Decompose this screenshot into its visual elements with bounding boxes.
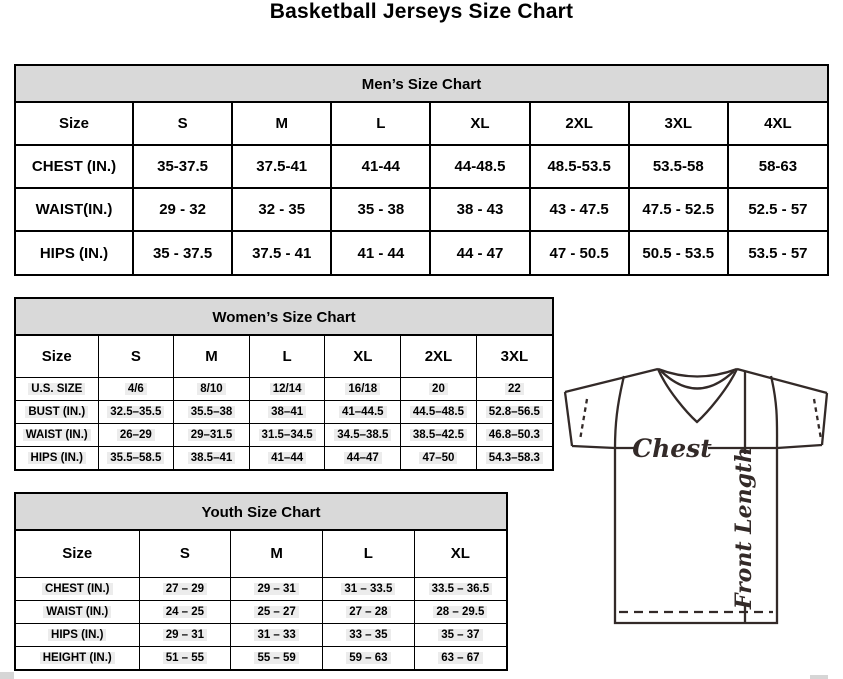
size-cell: 53.5 - 57 [728, 231, 827, 274]
column-header: S [139, 531, 231, 577]
youth-size-chart-title: Youth Size Chart [16, 494, 506, 531]
row-label: CHEST (IN.) [16, 145, 133, 188]
youth-size-chart [14, 492, 508, 671]
size-cell: 28 – 29.5 [414, 600, 506, 623]
size-cell: 58-63 [728, 145, 827, 188]
column-header: S [133, 103, 232, 145]
size-cell: 44.5–48.5 [401, 400, 477, 423]
size-cell: 34.5–38.5 [325, 423, 401, 446]
youth-size-table [16, 531, 506, 669]
column-header: XL [430, 103, 529, 145]
size-cell: 20 [401, 377, 477, 400]
column-header: Size [16, 103, 133, 145]
size-cell: 25 – 27 [231, 600, 323, 623]
size-cell: 31.5–34.5 [249, 423, 325, 446]
size-cell: 4/6 [98, 377, 174, 400]
mens-size-chart [14, 64, 829, 276]
row-label: HIPS (IN.) [16, 231, 133, 274]
mens-size-table [16, 103, 827, 274]
table-row [16, 423, 552, 446]
header-row [16, 103, 827, 145]
row-label: BUST (IN.) [16, 400, 98, 423]
table-row [16, 577, 506, 600]
row-label: CHEST (IN.) [16, 577, 139, 600]
front-length-label: Front Length [731, 446, 757, 610]
size-cell: 48.5-53.5 [530, 145, 629, 188]
size-cell: 44-48.5 [430, 145, 529, 188]
size-cell: 41–44 [249, 446, 325, 469]
table-row [16, 377, 552, 400]
header-row [16, 531, 506, 577]
size-cell: 35.5–58.5 [98, 446, 174, 469]
column-header: M [231, 531, 323, 577]
table-row [16, 231, 827, 274]
size-cell: 32 - 35 [232, 188, 331, 231]
row-label: U.S. SIZE [16, 377, 98, 400]
size-cell: 46.8–50.3 [476, 423, 552, 446]
column-header: L [249, 336, 325, 377]
size-cell: 27 – 28 [323, 600, 415, 623]
chest-label: Chest [632, 434, 712, 463]
size-cell: 35 - 37.5 [133, 231, 232, 274]
cropped-cell-artifact-left [0, 672, 14, 679]
column-header: XL [325, 336, 401, 377]
size-cell: 47–50 [401, 446, 477, 469]
size-cell: 26–29 [98, 423, 174, 446]
size-cell: 47.5 - 52.5 [629, 188, 728, 231]
size-cell: 8/10 [174, 377, 250, 400]
size-cell: 33 – 35 [323, 623, 415, 646]
row-label: WAIST(IN.) [16, 188, 133, 231]
size-cell: 51 – 55 [139, 646, 231, 669]
column-header: 4XL [728, 103, 827, 145]
size-cell: 35 - 38 [331, 188, 430, 231]
size-cell: 29 – 31 [139, 623, 231, 646]
column-header: 2XL [530, 103, 629, 145]
size-cell: 12/14 [249, 377, 325, 400]
size-cell: 16/18 [325, 377, 401, 400]
size-cell: 37.5-41 [232, 145, 331, 188]
size-cell: 29 – 31 [231, 577, 323, 600]
jersey-outline-icon [565, 369, 827, 623]
size-cell: 47 - 50.5 [530, 231, 629, 274]
row-label: WAIST (IN.) [16, 423, 98, 446]
womens-size-table [16, 336, 552, 469]
size-cell: 29 - 32 [133, 188, 232, 231]
size-cell: 43 - 47.5 [530, 188, 629, 231]
column-header: 2XL [401, 336, 477, 377]
column-header: M [232, 103, 331, 145]
size-cell: 33.5 – 36.5 [414, 577, 506, 600]
womens-size-chart-title: Women’s Size Chart [16, 299, 552, 336]
size-cell: 59 – 63 [323, 646, 415, 669]
column-header: S [98, 336, 174, 377]
size-cell: 38–41 [249, 400, 325, 423]
row-label: HIPS (IN.) [16, 623, 139, 646]
size-cell: 38 - 43 [430, 188, 529, 231]
table-row [16, 646, 506, 669]
size-cell: 50.5 - 53.5 [629, 231, 728, 274]
header-row [16, 336, 552, 377]
column-header: 3XL [476, 336, 552, 377]
right-cuff-dash [814, 399, 821, 439]
table-row [16, 600, 506, 623]
size-cell: 52.8–56.5 [476, 400, 552, 423]
table-row [16, 188, 827, 231]
column-header: L [323, 531, 415, 577]
column-header: Size [16, 336, 98, 377]
size-cell: 24 – 25 [139, 600, 231, 623]
cropped-cell-artifact-right [810, 675, 828, 679]
mens-size-chart-title: Men’s Size Chart [16, 66, 827, 103]
page-title: Basketball Jerseys Size Chart [269, 0, 574, 23]
size-cell: 52.5 - 57 [728, 188, 827, 231]
column-header: XL [414, 531, 506, 577]
row-label: WAIST (IN.) [16, 600, 139, 623]
row-label: HEIGHT (IN.) [16, 646, 139, 669]
table-row [16, 623, 506, 646]
column-header: 3XL [629, 103, 728, 145]
size-cell: 27 – 29 [139, 577, 231, 600]
size-cell: 29–31.5 [174, 423, 250, 446]
row-label: HIPS (IN.) [16, 446, 98, 469]
size-cell: 55 – 59 [231, 646, 323, 669]
size-cell: 32.5–35.5 [98, 400, 174, 423]
size-cell: 31 – 33.5 [323, 577, 415, 600]
size-cell: 44 - 47 [430, 231, 529, 274]
column-header: Size [16, 531, 139, 577]
column-header: M [174, 336, 250, 377]
size-cell: 38.5–42.5 [401, 423, 477, 446]
size-cell: 41–44.5 [325, 400, 401, 423]
left-cuff-dash [580, 399, 587, 440]
column-header: L [331, 103, 430, 145]
table-row [16, 400, 552, 423]
size-cell: 22 [476, 377, 552, 400]
size-cell: 35-37.5 [133, 145, 232, 188]
size-cell: 31 – 33 [231, 623, 323, 646]
size-cell: 53.5-58 [629, 145, 728, 188]
table-row [16, 446, 552, 469]
size-cell: 41 - 44 [331, 231, 430, 274]
size-cell: 54.3–58.3 [476, 446, 552, 469]
size-cell: 63 – 67 [414, 646, 506, 669]
jersey-measurement-diagram [555, 360, 841, 676]
size-cell: 35.5–38 [174, 400, 250, 423]
size-cell: 41-44 [331, 145, 430, 188]
size-cell: 35 – 37 [414, 623, 506, 646]
table-row [16, 145, 827, 188]
size-cell: 38.5–41 [174, 446, 250, 469]
size-cell: 44–47 [325, 446, 401, 469]
size-cell: 37.5 - 41 [232, 231, 331, 274]
womens-size-chart [14, 297, 554, 471]
